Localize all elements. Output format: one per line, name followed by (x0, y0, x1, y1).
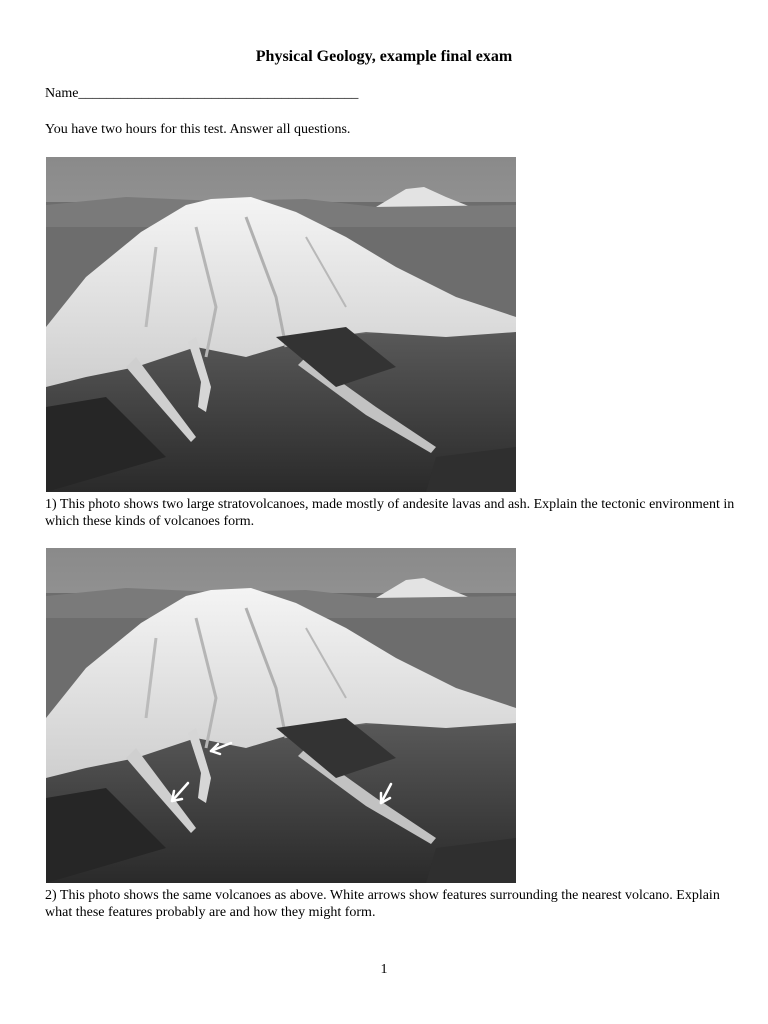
page-number: 1 (380, 962, 388, 977)
question-1: 1) This photo shows two large stratovolcanoes, made mostly of andesite lavas and ash. Explain the tectonic environment in which these kinds of volcanoes form. (45, 497, 735, 529)
question-2: 2) This photo shows the same volcanoes as above. White arrows show features surrounding the nearest volcano. Explain what these features probably are and how they might form. (45, 888, 720, 920)
name-field: Name________________________________________ (45, 86, 359, 101)
page-title: Physical Geology, example final exam (255, 48, 513, 65)
instructions: You have two hours for this test. Answer all questions. (45, 122, 351, 137)
volcano-photo-2 (46, 548, 516, 883)
volcano-photo-1 (46, 157, 516, 492)
